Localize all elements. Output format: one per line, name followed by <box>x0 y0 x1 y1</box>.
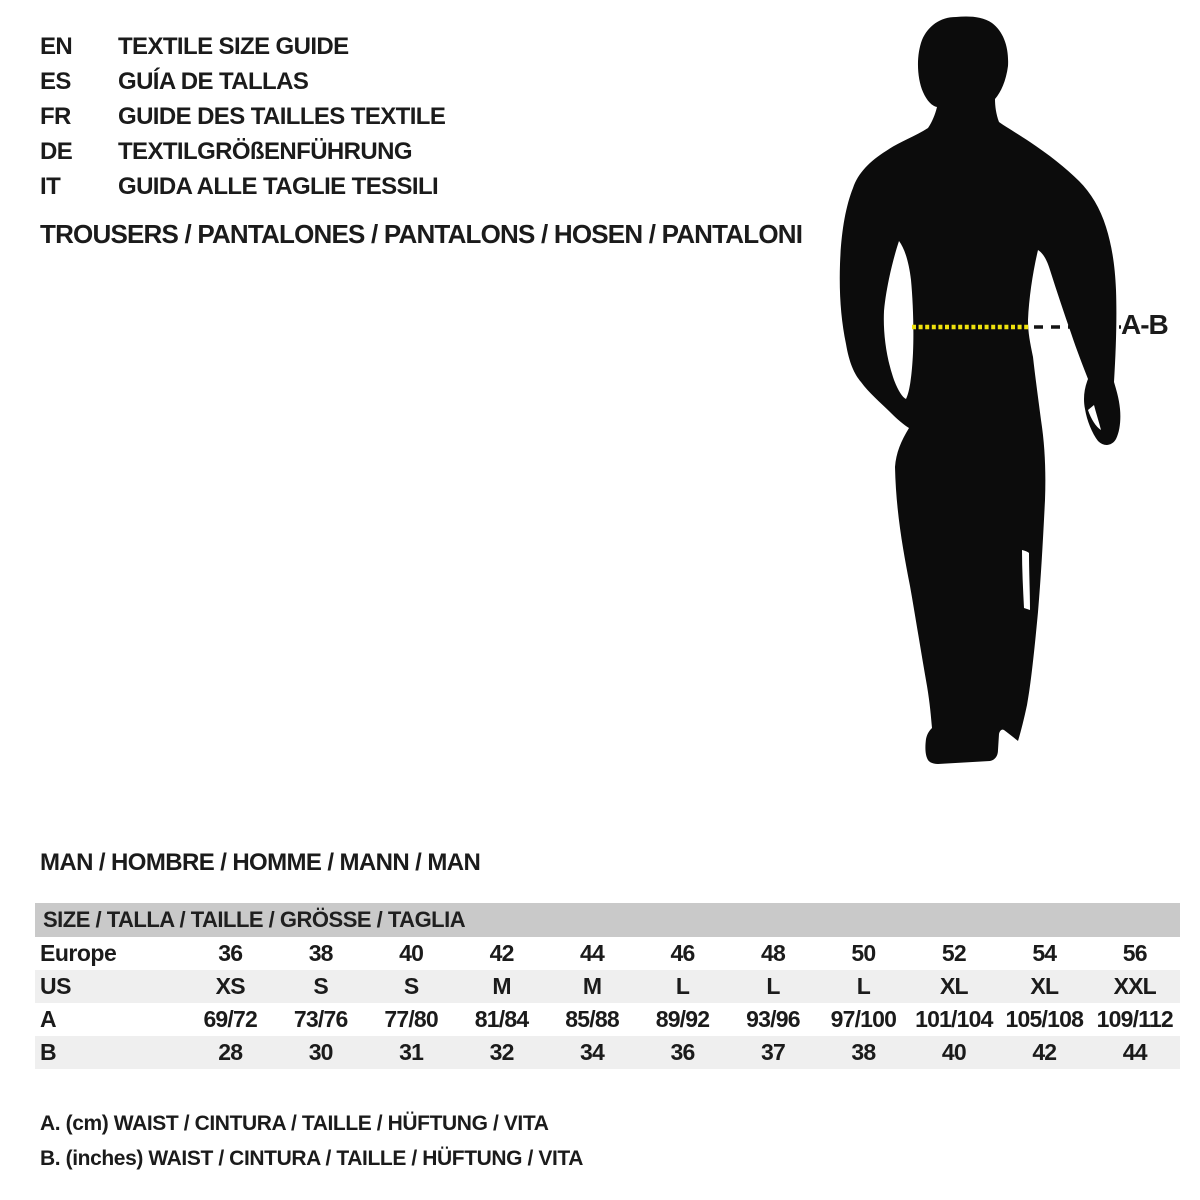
size-cell: 34 <box>580 1039 605 1065</box>
size-cell: 40 <box>399 940 424 966</box>
size-table-row <box>35 1036 1180 1069</box>
size-cell: 105/108 <box>1005 1006 1084 1032</box>
size-table-row <box>35 1003 1180 1036</box>
size-cell: 42 <box>489 940 514 966</box>
size-cell: M <box>492 973 511 999</box>
size-cell: 40 <box>941 1039 966 1065</box>
footnote-line: B. (inches) WAIST / CINTURA / TAILLE / HÜFTUNG / VITA <box>40 1147 584 1170</box>
size-cell: 50 <box>851 940 876 966</box>
size-cell: 36 <box>218 940 243 966</box>
size-cell: XXL <box>1113 973 1156 999</box>
language-label: GUIDA ALLE TAGLIE TESSILI <box>118 173 439 200</box>
language-label: GUIDE DES TAILLES TEXTILE <box>118 103 446 130</box>
category-title: TROUSERS / PANTALONES / PANTALONS / HOSEN / PANTALONI <box>40 219 803 249</box>
size-cell: 69/72 <box>203 1006 257 1032</box>
language-label: GUÍA DE TALLAS <box>118 68 309 95</box>
language-code: ES <box>40 68 71 95</box>
size-cell: XL <box>1030 973 1059 999</box>
size-cell: 32 <box>489 1039 514 1065</box>
size-cell: 73/76 <box>293 1006 348 1032</box>
size-table-row <box>35 970 1180 1003</box>
size-cell: XL <box>939 973 968 999</box>
language-code: FR <box>40 103 71 130</box>
size-cell: 38 <box>308 940 333 966</box>
man-silhouette-path <box>840 17 1121 764</box>
size-cell: 77/80 <box>384 1006 438 1032</box>
size-cell: 30 <box>308 1039 333 1065</box>
size-cell: M <box>582 973 602 999</box>
size-table-header-row <box>35 903 1180 937</box>
size-table-header-label: SIZE / TALLA / TAILLE / GRÖSSE / TAGLIA <box>43 907 466 932</box>
size-cell: 81/84 <box>474 1006 529 1032</box>
size-row-label: US <box>40 973 71 999</box>
footnote-line: A. (cm) WAIST / CINTURA / TAILLE / HÜFTUNG / VITA <box>40 1112 549 1135</box>
size-table <box>35 903 1180 1069</box>
size-cell: 42 <box>1032 1039 1057 1065</box>
language-label: TEXTILE SIZE GUIDE <box>118 33 349 60</box>
language-code: EN <box>40 33 73 60</box>
size-cell: 109/112 <box>1096 1006 1173 1032</box>
size-cell: 37 <box>760 1039 785 1065</box>
language-code: DE <box>40 138 73 165</box>
size-row-label: B <box>40 1039 57 1065</box>
size-cell: 89/92 <box>655 1006 710 1032</box>
size-cell: 44 <box>1122 1039 1147 1065</box>
size-cell: 56 <box>1122 940 1147 966</box>
language-label: TEXTILGRÖßENFÜHRUNG <box>118 138 412 165</box>
size-cell: L <box>675 973 690 999</box>
size-cell: 101/104 <box>915 1006 993 1032</box>
size-cell: 38 <box>851 1039 876 1065</box>
size-cell: 85/88 <box>565 1006 619 1032</box>
size-cell: L <box>856 973 871 999</box>
size-cell: 44 <box>580 940 605 966</box>
size-cell: L <box>766 973 780 999</box>
measurement-label: A-B <box>1121 309 1168 340</box>
size-cell: 46 <box>670 940 695 966</box>
size-table-row <box>35 937 1180 970</box>
size-row-label: A <box>40 1006 57 1032</box>
size-cell: 52 <box>941 940 966 966</box>
size-cell: 93/96 <box>746 1006 800 1032</box>
size-cell: S <box>403 973 419 999</box>
size-cell: S <box>313 973 328 999</box>
size-cell: 28 <box>218 1039 243 1065</box>
size-cell: 48 <box>760 940 785 966</box>
size-cell: 31 <box>399 1039 424 1065</box>
footnotes <box>40 1106 583 1176</box>
size-row-label: Europe <box>40 940 117 966</box>
size-cell: 54 <box>1032 940 1057 966</box>
language-code: IT <box>40 173 61 200</box>
size-cell: 97/100 <box>830 1006 897 1032</box>
gender-heading: MAN / HOMBRE / HOMME / MANN / MAN <box>40 849 481 876</box>
size-cell: 36 <box>670 1039 695 1065</box>
size-cell: XS <box>215 973 245 999</box>
